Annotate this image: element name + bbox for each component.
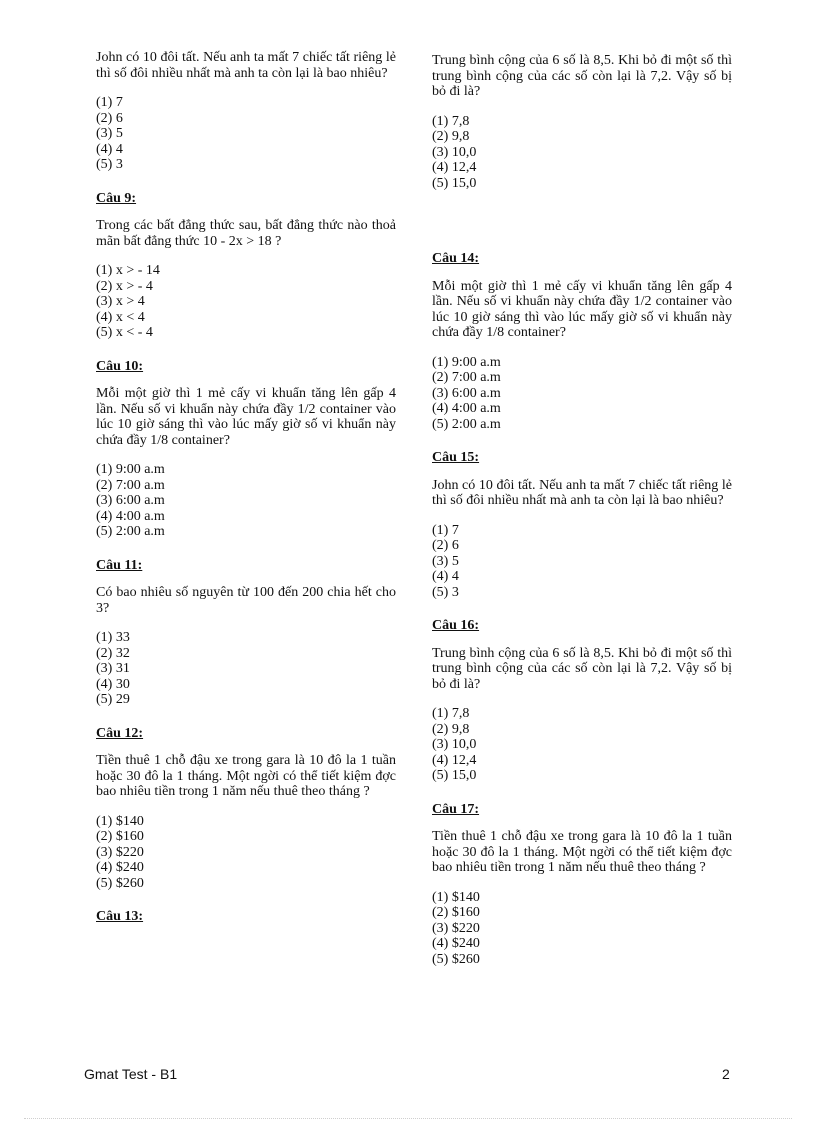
answer-options	[96, 95, 396, 173]
question-text: Mỗi một giờ thì 1 mẻ cấy vi khuẩn tăng lên gấp 4 lần. Nếu số vi khuẩn này chứa đầy 1/2 container vào lúc 10 giờ sáng thì vào lúc mấy giờ số vi khuẩn này chứa đầy 1/8 container?	[96, 386, 396, 448]
answer-option: (3) 10,0	[432, 144, 477, 160]
answer-option: (1) 7	[96, 95, 123, 110]
answer-option: (4) 12,4	[432, 160, 477, 175]
answer-options	[96, 263, 396, 341]
answer-option: (3) 31	[96, 661, 130, 676]
question-15	[432, 450, 732, 600]
answer-option: (3) 5	[96, 126, 123, 141]
answer-option: (5) $260	[96, 875, 144, 891]
question-14	[432, 251, 732, 432]
question-title: Câu 12:	[96, 725, 144, 741]
answer-option: (2) x > - 4	[96, 278, 153, 294]
answer-option: (2) 6	[432, 538, 459, 553]
answer-option: (5) 15,0	[432, 175, 477, 191]
answer-option: (4) 12,4	[432, 752, 477, 768]
right-column	[432, 53, 732, 967]
question-text: John có 10 đôi tất. Nếu anh ta mất 7 chiếc tất riêng lẻ thì số đôi nhiều nhất mà anh ta còn lại là bao nhiêu?	[432, 477, 732, 508]
answer-option: (1) $140	[96, 813, 144, 829]
answer-option: (3) $220	[432, 920, 480, 936]
question-title: Câu 11:	[96, 557, 143, 573]
question-text: John có 10 đôi tất. Nếu anh ta mất 7 chiếc tất riêng lẻ thì số đôi nhiều nhất mà anh ta còn lại là bao nhiêu?	[96, 50, 396, 81]
answer-option: (1) 7,8	[432, 113, 470, 129]
question-text: Có bao nhiêu số nguyên từ 100 đến 200 chia hết cho 3?	[96, 585, 396, 616]
question-text: Trung bình cộng của 6 số là 8,5. Khi bỏ đi một số thì trung bình cộng của các số còn lại là 7,2. Vậy số bị bỏ đi là?	[432, 53, 732, 99]
answer-option: (1) 9:00 a.m	[432, 354, 501, 370]
question-9	[96, 191, 396, 341]
spacer	[432, 191, 732, 233]
question-10	[96, 359, 396, 540]
answer-option: (2) 6	[96, 110, 123, 126]
answer-option: (4) $240	[96, 860, 144, 875]
answer-option: (5) 3	[96, 157, 123, 172]
answer-option: (5) 15,0	[432, 768, 477, 783]
answer-option: (1) 7,8	[432, 706, 470, 721]
page-number: 2	[722, 1066, 730, 1082]
left-column	[96, 50, 396, 937]
answer-option: (1) x > - 14	[96, 263, 160, 278]
question-text: Tiền thuê 1 chỗ đậu xe trong gara là 10 đô la 1 tuần hoặc 30 đô la 1 tháng. Một ngời có thể tiết kiệm đợc bao nhiêu tiền trong 1 năm nếu thuê theo tháng ?	[432, 829, 732, 875]
answer-options	[96, 462, 396, 540]
answer-option: (4) 4:00 a.m	[96, 508, 165, 524]
answer-option: (2) $160	[432, 905, 480, 920]
answer-option: (5) 2:00 a.m	[96, 524, 165, 539]
answer-options	[432, 114, 732, 192]
answer-option: (4) $240	[432, 936, 480, 951]
answer-option: (3) 5	[432, 553, 459, 569]
question-13	[96, 909, 396, 925]
answer-option: (4) 30	[96, 676, 130, 692]
question-title: Câu 17:	[432, 801, 480, 817]
answer-option: (2) 9,8	[432, 721, 470, 737]
question-john-socks	[96, 50, 396, 173]
answer-option: (1) $140	[432, 889, 480, 905]
question-title: Câu 15:	[432, 450, 480, 465]
question-text: Mỗi một giờ thì 1 mẻ cấy vi khuẩn tăng lên gấp 4 lần. Nếu số vi khuẩn này chứa đầy 1/2 container vào lúc 10 giờ sáng thì vào lúc mấy giờ số vi khuẩn này chứa đầy 1/8 container?	[432, 278, 732, 340]
answer-option: (2) 32	[96, 645, 130, 661]
answer-option: (5) x < - 4	[96, 325, 153, 340]
question-12	[96, 726, 396, 892]
answer-option: (4) 4	[432, 569, 459, 584]
answer-option: (1) 7	[432, 522, 459, 538]
question-text: Tiền thuê 1 chỗ đậu xe trong gara là 10 đô la 1 tuần hoặc 30 đô la 1 tháng. Một ngời có thể tiết kiệm đợc bao nhiêu tiền trong 1 năm nếu thuê theo tháng ?	[96, 753, 396, 799]
question-11	[96, 558, 396, 708]
answer-option: (2) $160	[96, 829, 144, 844]
question-title: Câu 10:	[96, 358, 144, 374]
answer-option: (4) 4:00 a.m	[432, 401, 501, 416]
page-edge-divider	[24, 1118, 792, 1119]
answer-option: (1) 33	[96, 630, 130, 645]
answer-options	[96, 814, 396, 892]
question-title: Câu 13:	[96, 909, 144, 924]
answer-option: (3) 6:00 a.m	[96, 493, 165, 508]
answer-option: (4) x < 4	[96, 309, 145, 325]
answer-option: (5) 3	[432, 584, 459, 600]
answer-option: (2) 7:00 a.m	[432, 370, 501, 385]
answer-options	[432, 355, 732, 433]
question-average	[432, 53, 732, 191]
question-text: Trong các bất đẳng thức sau, bất đẳng thức nào thoả mãn bất đẳng thức 10 - 2x > 18 ?	[96, 218, 396, 249]
answer-option: (2) 9,8	[432, 129, 470, 144]
answer-option: (3) 10,0	[432, 737, 477, 752]
question-title: Câu 14:	[432, 251, 480, 266]
answer-option: (2) 7:00 a.m	[96, 477, 165, 493]
footer-title: Gmat Test - B1	[84, 1066, 178, 1082]
answer-option: (5) $260	[432, 951, 480, 967]
answer-option: (1) 9:00 a.m	[96, 462, 165, 477]
question-17	[432, 802, 732, 968]
question-title: Câu 9:	[96, 190, 137, 206]
answer-option: (3) $220	[96, 844, 144, 860]
answer-option: (3) 6:00 a.m	[432, 385, 501, 401]
answer-option: (4) 4	[96, 141, 123, 157]
question-title: Câu 16:	[432, 618, 480, 633]
answer-options	[432, 706, 732, 784]
answer-option: (5) 2:00 a.m	[432, 416, 501, 432]
answer-options	[432, 890, 732, 968]
question-text: Trung bình cộng của 6 số là 8,5. Khi bỏ đi một số thì trung bình cộng của các số còn lại là 7,2. Vậy số bị bỏ đi là?	[432, 645, 732, 692]
answer-options	[96, 630, 396, 708]
answer-option: (5) 29	[96, 692, 130, 707]
answer-option: (3) x > 4	[96, 294, 145, 309]
answer-options	[432, 523, 732, 601]
question-16	[432, 618, 732, 784]
